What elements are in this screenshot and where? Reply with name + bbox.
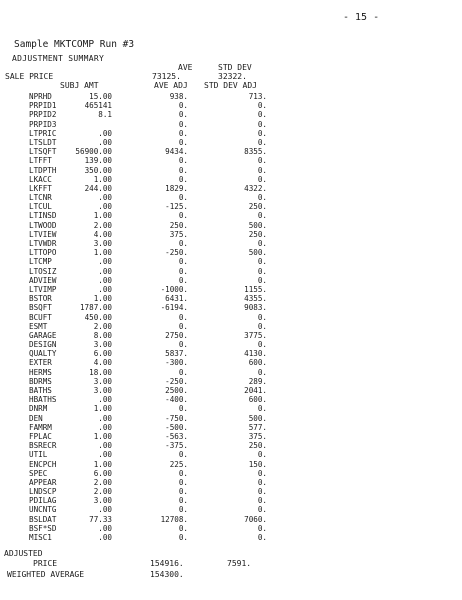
table-row xyxy=(0,505,462,514)
row-std-dev-adj: 600. xyxy=(248,358,267,368)
row-std-dev-adj: 0. xyxy=(257,450,267,460)
row-ave-adj: 0. xyxy=(178,533,188,542)
row-ave-adj: 0. xyxy=(178,266,188,276)
row-subj-amt: 2.00 xyxy=(93,321,112,331)
row-name: LTOSIZ xyxy=(29,266,57,276)
table-row xyxy=(0,414,462,423)
row-subj-amt: 2.00 xyxy=(93,477,112,487)
table-row xyxy=(0,248,462,257)
sale-price-ave: 73125. xyxy=(152,72,181,81)
row-ave-adj: 0. xyxy=(178,340,188,350)
table-row xyxy=(0,331,462,340)
table-row xyxy=(0,322,462,331)
row-subj-amt: 1.00 xyxy=(93,248,112,258)
row-name: BATHS xyxy=(29,386,52,395)
table-row xyxy=(0,239,462,248)
row-name: DNRM xyxy=(29,404,48,414)
sale-price-std-dev: 32322. xyxy=(218,72,247,81)
row-subj-amt: 18.00 xyxy=(89,367,112,377)
row-ave-adj: 9434. xyxy=(165,147,188,157)
table-row xyxy=(0,533,462,542)
table-row xyxy=(0,230,462,239)
row-std-dev-adj: 0. xyxy=(257,468,267,478)
row-ave-adj: -250. xyxy=(165,376,188,386)
row-subj-amt: 56900.00 xyxy=(75,147,112,157)
price-label: PRICE xyxy=(33,559,58,568)
row-std-dev-adj: 2041. xyxy=(244,386,267,395)
report-subtitle: ADJUSTMENT SUMMARY xyxy=(12,54,105,63)
row-std-dev-adj: 0. xyxy=(257,477,267,487)
table-row xyxy=(0,166,462,175)
row-subj-amt: .00 xyxy=(98,422,112,432)
table-row xyxy=(0,349,462,358)
adjusted-price-std-dev: 7591. xyxy=(227,559,252,568)
row-subj-amt: 1787.00 xyxy=(79,303,112,313)
row-subj-amt: .00 xyxy=(98,137,112,147)
row-ave-adj: -300. xyxy=(165,358,188,368)
row-ave-adj: 0. xyxy=(178,156,188,166)
row-std-dev-adj: 0. xyxy=(257,367,267,377)
row-std-dev-adj: 0. xyxy=(257,266,267,276)
row-ave-adj: 0. xyxy=(178,128,188,138)
row-ave-adj: 0. xyxy=(178,468,188,478)
row-subj-amt: 2.00 xyxy=(93,487,112,497)
row-ave-adj: 0. xyxy=(178,275,188,285)
row-subj-amt: 8.00 xyxy=(93,330,112,340)
table-row xyxy=(0,496,462,505)
row-name: SPEC xyxy=(29,468,48,478)
row-ave-adj: 6431. xyxy=(165,294,188,304)
row-subj-amt: 1.00 xyxy=(93,459,112,469)
table-row xyxy=(0,460,462,469)
row-subj-amt: .00 xyxy=(98,523,112,533)
table-row xyxy=(0,469,462,478)
row-ave-adj: 0. xyxy=(178,211,188,221)
row-subj-amt: .00 xyxy=(98,533,112,542)
row-ave-adj: 0. xyxy=(178,450,188,460)
row-subj-amt: 3.00 xyxy=(93,340,112,350)
row-subj-amt: .00 xyxy=(98,505,112,515)
table-row xyxy=(0,450,462,459)
row-name: BSTOR xyxy=(29,294,52,304)
table-row xyxy=(0,156,462,165)
table-row xyxy=(0,294,462,303)
row-ave-adj: 0. xyxy=(178,165,188,175)
row-std-dev-adj: 0. xyxy=(257,487,267,497)
row-std-dev-adj: 0. xyxy=(257,505,267,515)
row-std-dev-adj: 8355. xyxy=(244,147,267,157)
table-row xyxy=(0,358,462,367)
row-ave-adj: -563. xyxy=(165,431,188,441)
row-ave-adj: -750. xyxy=(165,413,188,423)
row-ave-adj: 225. xyxy=(169,459,188,469)
table-row xyxy=(0,441,462,450)
row-std-dev-adj: 9083. xyxy=(244,303,267,313)
row-std-dev-adj: 0. xyxy=(257,165,267,175)
row-name: LTSLDT xyxy=(29,137,57,147)
row-subj-amt: .00 xyxy=(98,266,112,276)
col-header-ave-adj: AVE ADJ xyxy=(154,81,188,90)
table-row xyxy=(0,267,462,276)
row-name: DESIGN xyxy=(29,340,57,350)
row-subj-amt: .00 xyxy=(98,128,112,138)
table-row xyxy=(0,92,462,101)
row-ave-adj: 0. xyxy=(178,321,188,331)
row-name: LTTOPO xyxy=(29,248,57,258)
row-subj-amt: 1.00 xyxy=(93,431,112,441)
table-row xyxy=(0,313,462,322)
row-ave-adj: 0. xyxy=(178,193,188,203)
row-name: HBATHS xyxy=(29,395,57,405)
row-name: LTVIMP xyxy=(29,284,57,294)
row-std-dev-adj: 0. xyxy=(257,211,267,221)
row-name: LTWOOD xyxy=(29,220,57,230)
table-row xyxy=(0,257,462,266)
row-name: LTVIEW xyxy=(29,229,57,239)
row-ave-adj: 0. xyxy=(178,496,188,506)
row-name: PRPID1 xyxy=(29,101,57,111)
row-std-dev-adj: 0. xyxy=(257,174,267,184)
sale-price-label: SALE PRICE xyxy=(5,72,54,81)
row-std-dev-adj: 0. xyxy=(257,101,267,111)
row-name: BCUFT xyxy=(29,312,52,322)
row-name: BSRECR xyxy=(29,441,57,451)
row-subj-amt: 77.33 xyxy=(89,514,112,524)
table-row xyxy=(0,340,462,349)
row-ave-adj: 0. xyxy=(178,257,188,267)
row-ave-adj: 0. xyxy=(178,367,188,377)
row-std-dev-adj: 500. xyxy=(248,248,267,258)
table-row xyxy=(0,147,462,156)
row-ave-adj: -500. xyxy=(165,422,188,432)
row-subj-amt: 139.00 xyxy=(84,156,112,166)
row-std-dev-adj: 4130. xyxy=(244,349,267,359)
row-std-dev-adj: 250. xyxy=(248,441,267,451)
table-row xyxy=(0,377,462,386)
row-name: ADVIEW xyxy=(29,275,57,285)
row-std-dev-adj: 500. xyxy=(248,413,267,423)
row-std-dev-adj: 0. xyxy=(257,340,267,350)
table-row xyxy=(0,303,462,312)
row-std-dev-adj: 7060. xyxy=(244,514,267,524)
row-name: LTCMP xyxy=(29,257,52,267)
table-row xyxy=(0,368,462,377)
table-row xyxy=(0,276,462,285)
row-name: FAMRM xyxy=(29,422,52,432)
row-name: BSF*SD xyxy=(29,523,57,533)
row-subj-amt: 1.00 xyxy=(93,174,112,184)
table-row xyxy=(0,432,462,441)
row-name: UTIL xyxy=(29,450,48,460)
row-subj-amt: 1.00 xyxy=(93,211,112,221)
row-ave-adj: 2500. xyxy=(165,386,188,395)
table-row xyxy=(0,202,462,211)
row-ave-adj: 0. xyxy=(178,174,188,184)
row-subj-amt: 3.00 xyxy=(93,376,112,386)
row-name: ENCPCH xyxy=(29,459,57,469)
table-row xyxy=(0,487,462,496)
row-name: PDILAG xyxy=(29,496,57,506)
row-ave-adj: 375. xyxy=(169,229,188,239)
table-row xyxy=(0,423,462,432)
row-subj-amt: .00 xyxy=(98,257,112,267)
row-std-dev-adj: 0. xyxy=(257,404,267,414)
row-std-dev-adj: 0. xyxy=(257,156,267,166)
row-std-dev-adj: 0. xyxy=(257,533,267,542)
row-subj-amt: 1.00 xyxy=(93,294,112,304)
row-ave-adj: 0. xyxy=(178,487,188,497)
row-name: LTFFT xyxy=(29,156,52,166)
row-subj-amt: .00 xyxy=(98,284,112,294)
row-ave-adj: 0. xyxy=(178,137,188,147)
row-std-dev-adj: 4322. xyxy=(244,183,267,193)
row-name: LTSQFT xyxy=(29,147,57,157)
row-std-dev-adj: 0. xyxy=(257,193,267,203)
row-std-dev-adj: 0. xyxy=(257,523,267,533)
table-row xyxy=(0,175,462,184)
row-ave-adj: 0. xyxy=(178,239,188,248)
row-name: LTDPTH xyxy=(29,165,57,175)
row-subj-amt: 350.00 xyxy=(84,165,112,175)
table-row xyxy=(0,386,462,395)
row-name: LTCNR xyxy=(29,193,52,203)
row-name: BSQFT xyxy=(29,303,52,313)
row-std-dev-adj: 250. xyxy=(248,229,267,239)
row-ave-adj: 5837. xyxy=(165,349,188,359)
row-ave-adj: 0. xyxy=(178,404,188,414)
table-row xyxy=(0,515,462,524)
row-ave-adj: 0. xyxy=(178,110,188,120)
row-name: BDRMS xyxy=(29,376,52,386)
row-std-dev-adj: 0. xyxy=(257,257,267,267)
table-row xyxy=(0,110,462,119)
row-name: LKACC xyxy=(29,174,52,184)
row-subj-amt: .00 xyxy=(98,395,112,405)
row-name: GARAGE xyxy=(29,330,57,340)
weighted-average-label: WEIGHTED AVERAGE xyxy=(7,570,85,579)
row-ave-adj: 0. xyxy=(178,523,188,533)
row-subj-amt: 3.00 xyxy=(93,239,112,248)
row-std-dev-adj: 600. xyxy=(248,395,267,405)
row-std-dev-adj: 250. xyxy=(248,202,267,212)
table-row xyxy=(0,184,462,193)
row-name: LKFFT xyxy=(29,183,52,193)
row-subj-amt: .00 xyxy=(98,202,112,212)
table-row xyxy=(0,193,462,202)
row-name: UNCNTG xyxy=(29,505,57,515)
row-std-dev-adj: 577. xyxy=(248,422,267,432)
row-std-dev-adj: 150. xyxy=(248,459,267,469)
row-ave-adj: -375. xyxy=(165,441,188,451)
row-std-dev-adj: 0. xyxy=(257,239,267,248)
page-number: - 15 - xyxy=(343,12,380,23)
row-ave-adj: -250. xyxy=(165,248,188,258)
row-std-dev-adj: 0. xyxy=(257,137,267,147)
row-name: ESMT xyxy=(29,321,48,331)
row-ave-adj: -6194. xyxy=(160,303,188,313)
row-name: LTCUL xyxy=(29,202,52,212)
row-subj-amt: 3.00 xyxy=(93,496,112,506)
row-ave-adj: 0. xyxy=(178,505,188,515)
row-name: DEN xyxy=(29,413,43,423)
row-std-dev-adj: 0. xyxy=(257,119,267,129)
row-std-dev-adj: 1155. xyxy=(244,284,267,294)
row-name: HERMS xyxy=(29,367,52,377)
row-ave-adj: 938. xyxy=(169,92,188,101)
table-row xyxy=(0,138,462,147)
row-ave-adj: 0. xyxy=(178,119,188,129)
row-subj-amt: 450.00 xyxy=(84,312,112,322)
col-header-subj-amt: SUBJ AMT xyxy=(60,81,99,90)
table-row xyxy=(0,395,462,404)
row-name: PRPID2 xyxy=(29,110,57,120)
row-ave-adj: 2750. xyxy=(165,330,188,340)
row-name: FPLAC xyxy=(29,431,52,441)
weighted-average-value: 154300. xyxy=(150,570,184,579)
row-ave-adj: -400. xyxy=(165,395,188,405)
adjusted-price-ave: 154916. xyxy=(150,559,184,568)
row-subj-amt: 1.00 xyxy=(93,404,112,414)
row-name: LTINSD xyxy=(29,211,57,221)
row-name: APPEAR xyxy=(29,477,57,487)
row-subj-amt: 15.00 xyxy=(89,92,112,101)
row-ave-adj: 12708. xyxy=(160,514,188,524)
row-std-dev-adj: 713. xyxy=(248,92,267,101)
row-ave-adj: 0. xyxy=(178,101,188,111)
row-name: EXTER xyxy=(29,358,52,368)
row-std-dev-adj: 3775. xyxy=(244,330,267,340)
row-subj-amt: 4.00 xyxy=(93,358,112,368)
row-std-dev-adj: 0. xyxy=(257,321,267,331)
adjustment-table xyxy=(0,92,462,542)
row-subj-amt: .00 xyxy=(98,275,112,285)
row-name: NPRHD xyxy=(29,92,52,101)
row-std-dev-adj: 0. xyxy=(257,275,267,285)
table-row xyxy=(0,285,462,294)
row-ave-adj: 250. xyxy=(169,220,188,230)
row-std-dev-adj: 375. xyxy=(248,431,267,441)
row-subj-amt: 465141 xyxy=(84,101,112,111)
row-subj-amt: .00 xyxy=(98,193,112,203)
row-std-dev-adj: 500. xyxy=(248,220,267,230)
table-row xyxy=(0,129,462,138)
row-std-dev-adj: 0. xyxy=(257,110,267,120)
table-row xyxy=(0,404,462,413)
row-std-dev-adj: 4355. xyxy=(244,294,267,304)
row-name: MISC1 xyxy=(29,533,52,542)
row-subj-amt: 6.00 xyxy=(93,468,112,478)
row-name: LTVWDR xyxy=(29,239,57,248)
ave-header: AVE xyxy=(178,63,193,72)
table-row xyxy=(0,211,462,220)
row-subj-amt: 8.1 xyxy=(98,110,112,120)
row-subj-amt: .00 xyxy=(98,450,112,460)
report-title: Sample MKTCOMP Run #3 xyxy=(14,39,135,50)
row-name: LNDSCP xyxy=(29,487,57,497)
table-row xyxy=(0,101,462,110)
row-std-dev-adj: 0. xyxy=(257,312,267,322)
table-row xyxy=(0,120,462,129)
row-name: PRPID3 xyxy=(29,119,57,129)
row-ave-adj: 0. xyxy=(178,477,188,487)
row-std-dev-adj: 0. xyxy=(257,128,267,138)
row-ave-adj: 0. xyxy=(178,312,188,322)
row-subj-amt: .00 xyxy=(98,413,112,423)
row-name: QUALTY xyxy=(29,349,57,359)
row-std-dev-adj: 289. xyxy=(248,376,267,386)
std-dev-header: STD DEV xyxy=(218,63,252,72)
row-subj-amt: 3.00 xyxy=(93,386,112,395)
col-header-std-dev-adj: STD DEV ADJ xyxy=(204,81,257,90)
row-subj-amt: 4.00 xyxy=(93,229,112,239)
table-row xyxy=(0,478,462,487)
table-row xyxy=(0,221,462,230)
row-ave-adj: -125. xyxy=(165,202,188,212)
row-name: LTPRIC xyxy=(29,128,57,138)
row-name: BSLDAT xyxy=(29,514,57,524)
row-ave-adj: -1000. xyxy=(160,284,188,294)
row-subj-amt: .00 xyxy=(98,441,112,451)
row-subj-amt: 244.00 xyxy=(84,183,112,193)
row-subj-amt: 2.00 xyxy=(93,220,112,230)
row-ave-adj: 1829. xyxy=(165,183,188,193)
adjusted-label: ADJUSTED xyxy=(4,549,43,558)
row-subj-amt: 6.00 xyxy=(93,349,112,359)
table-row xyxy=(0,524,462,533)
row-std-dev-adj: 0. xyxy=(257,496,267,506)
